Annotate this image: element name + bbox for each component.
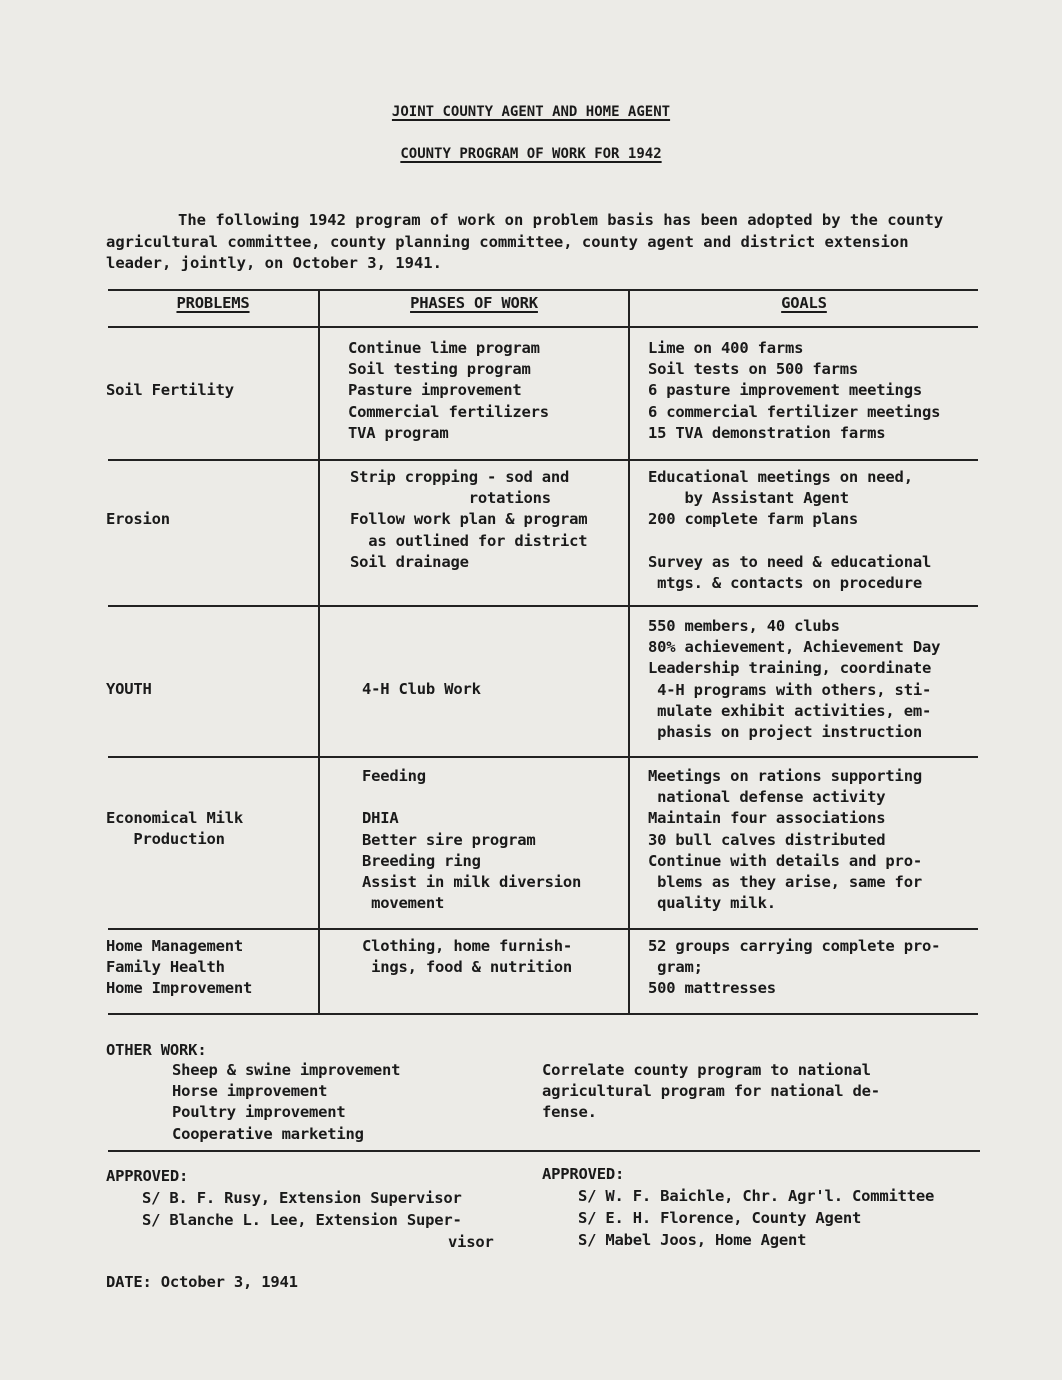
- table-row-rule: [108, 756, 978, 758]
- phases-erosion: Strip cropping - sod and rotations Follow work plan & program as outlined for district Soil drainage: [350, 468, 588, 571]
- phases-economical-milk-production: Feeding DHIA Better sire program Breeding ring Assist in milk diversion movement: [362, 767, 582, 913]
- header-problems: PROBLEMS: [176, 294, 250, 312]
- other-work-label: OTHER WORK:: [106, 1041, 207, 1059]
- other-work-items: Sheep & swine improvement Horse improvement Poultry improvement Cooperative marketing: [172, 1061, 401, 1143]
- table-row-rule: [108, 928, 978, 930]
- goals-home-management: 52 groups carrying complete pro- gram; 500 mattresses: [648, 937, 941, 998]
- table-row-rule: [108, 459, 978, 461]
- goals-erosion: Educational meetings on need, by Assistant Agent 200 complete farm plans Survey as to need & educational mtgs. & contacts on procedure: [648, 468, 932, 593]
- header-goals: GOALS: [781, 294, 827, 312]
- table-column-divider: [318, 289, 320, 1015]
- approved-label-left: APPROVED:: [106, 1167, 189, 1185]
- table-top-rule: [108, 289, 978, 291]
- other-work-note: Correlate county program to national agricultural program for national de- fense.: [542, 1061, 880, 1122]
- signature-florence: S/ E. H. Florence, County Agent: [578, 1209, 862, 1227]
- approvals-rule: [108, 1150, 980, 1152]
- table-column-divider: [628, 289, 630, 1015]
- document-date: DATE: October 3, 1941: [106, 1273, 298, 1291]
- problem-erosion: Erosion: [106, 510, 170, 528]
- phases-youth: 4-H Club Work: [362, 680, 481, 698]
- signature-lee: S/ Blanche L. Lee, Extension Super-: [142, 1211, 462, 1229]
- problem-soil-fertility: Soil Fertility: [106, 381, 234, 399]
- signature-rusy: S/ B. F. Rusy, Extension Supervisor: [142, 1189, 462, 1207]
- problem-youth: YOUTH: [106, 680, 152, 698]
- phases-home-management: Clothing, home furnish- ings, food & nutrition: [362, 937, 573, 977]
- goals-youth: 550 members, 40 clubs 80% achievement, Achievement Day Leadership training, coordinate 4-H programs with others, sti- mulate exhibit activities, em- phasis on project instruction: [648, 617, 941, 742]
- signature-baichle: S/ W. F. Baichle, Chr. Agr'l. Committee: [578, 1187, 935, 1205]
- approved-label-right: APPROVED:: [542, 1165, 625, 1183]
- problem-home-management: Home Management Family Health Home Improvement: [106, 937, 253, 998]
- problem-economical-milk-production: Economical Milk Production: [106, 809, 243, 849]
- title-program-of-work: COUNTY PROGRAM OF WORK FOR 1942: [400, 146, 662, 162]
- title-joint-agent: JOINT COUNTY AGENT AND HOME AGENT: [391, 104, 671, 120]
- table-row-rule: [108, 605, 978, 607]
- table-bottom-rule: [108, 1013, 978, 1015]
- goals-soil-fertility: Lime on 400 farms Soil tests on 500 farms 6 pasture improvement meetings 6 commercial fertilizer meetings 15 TVA demonstration farms: [648, 339, 941, 442]
- goals-economical-milk-production: Meetings on rations supporting national defense activity Maintain four associations 30 bull calves distributed Continue with details and pro- blems as they arise, same for quality milk.: [648, 767, 922, 913]
- intro-paragraph: The following 1942 program of work on problem basis has been adopted by the county agricultural committee, county planning committee, county agent and district extension leader, jointly, on October 3, 1941.: [106, 211, 944, 272]
- header-phases-of-work: PHASES OF WORK: [410, 294, 538, 312]
- signature-lee-cont: visor: [448, 1233, 494, 1251]
- table-header-rule: [108, 326, 978, 328]
- phases-soil-fertility: Continue lime program Soil testing program Pasture improvement Commercial fertilizers TVA program: [348, 339, 549, 442]
- signature-joos: S/ Mabel Joos, Home Agent: [578, 1231, 807, 1249]
